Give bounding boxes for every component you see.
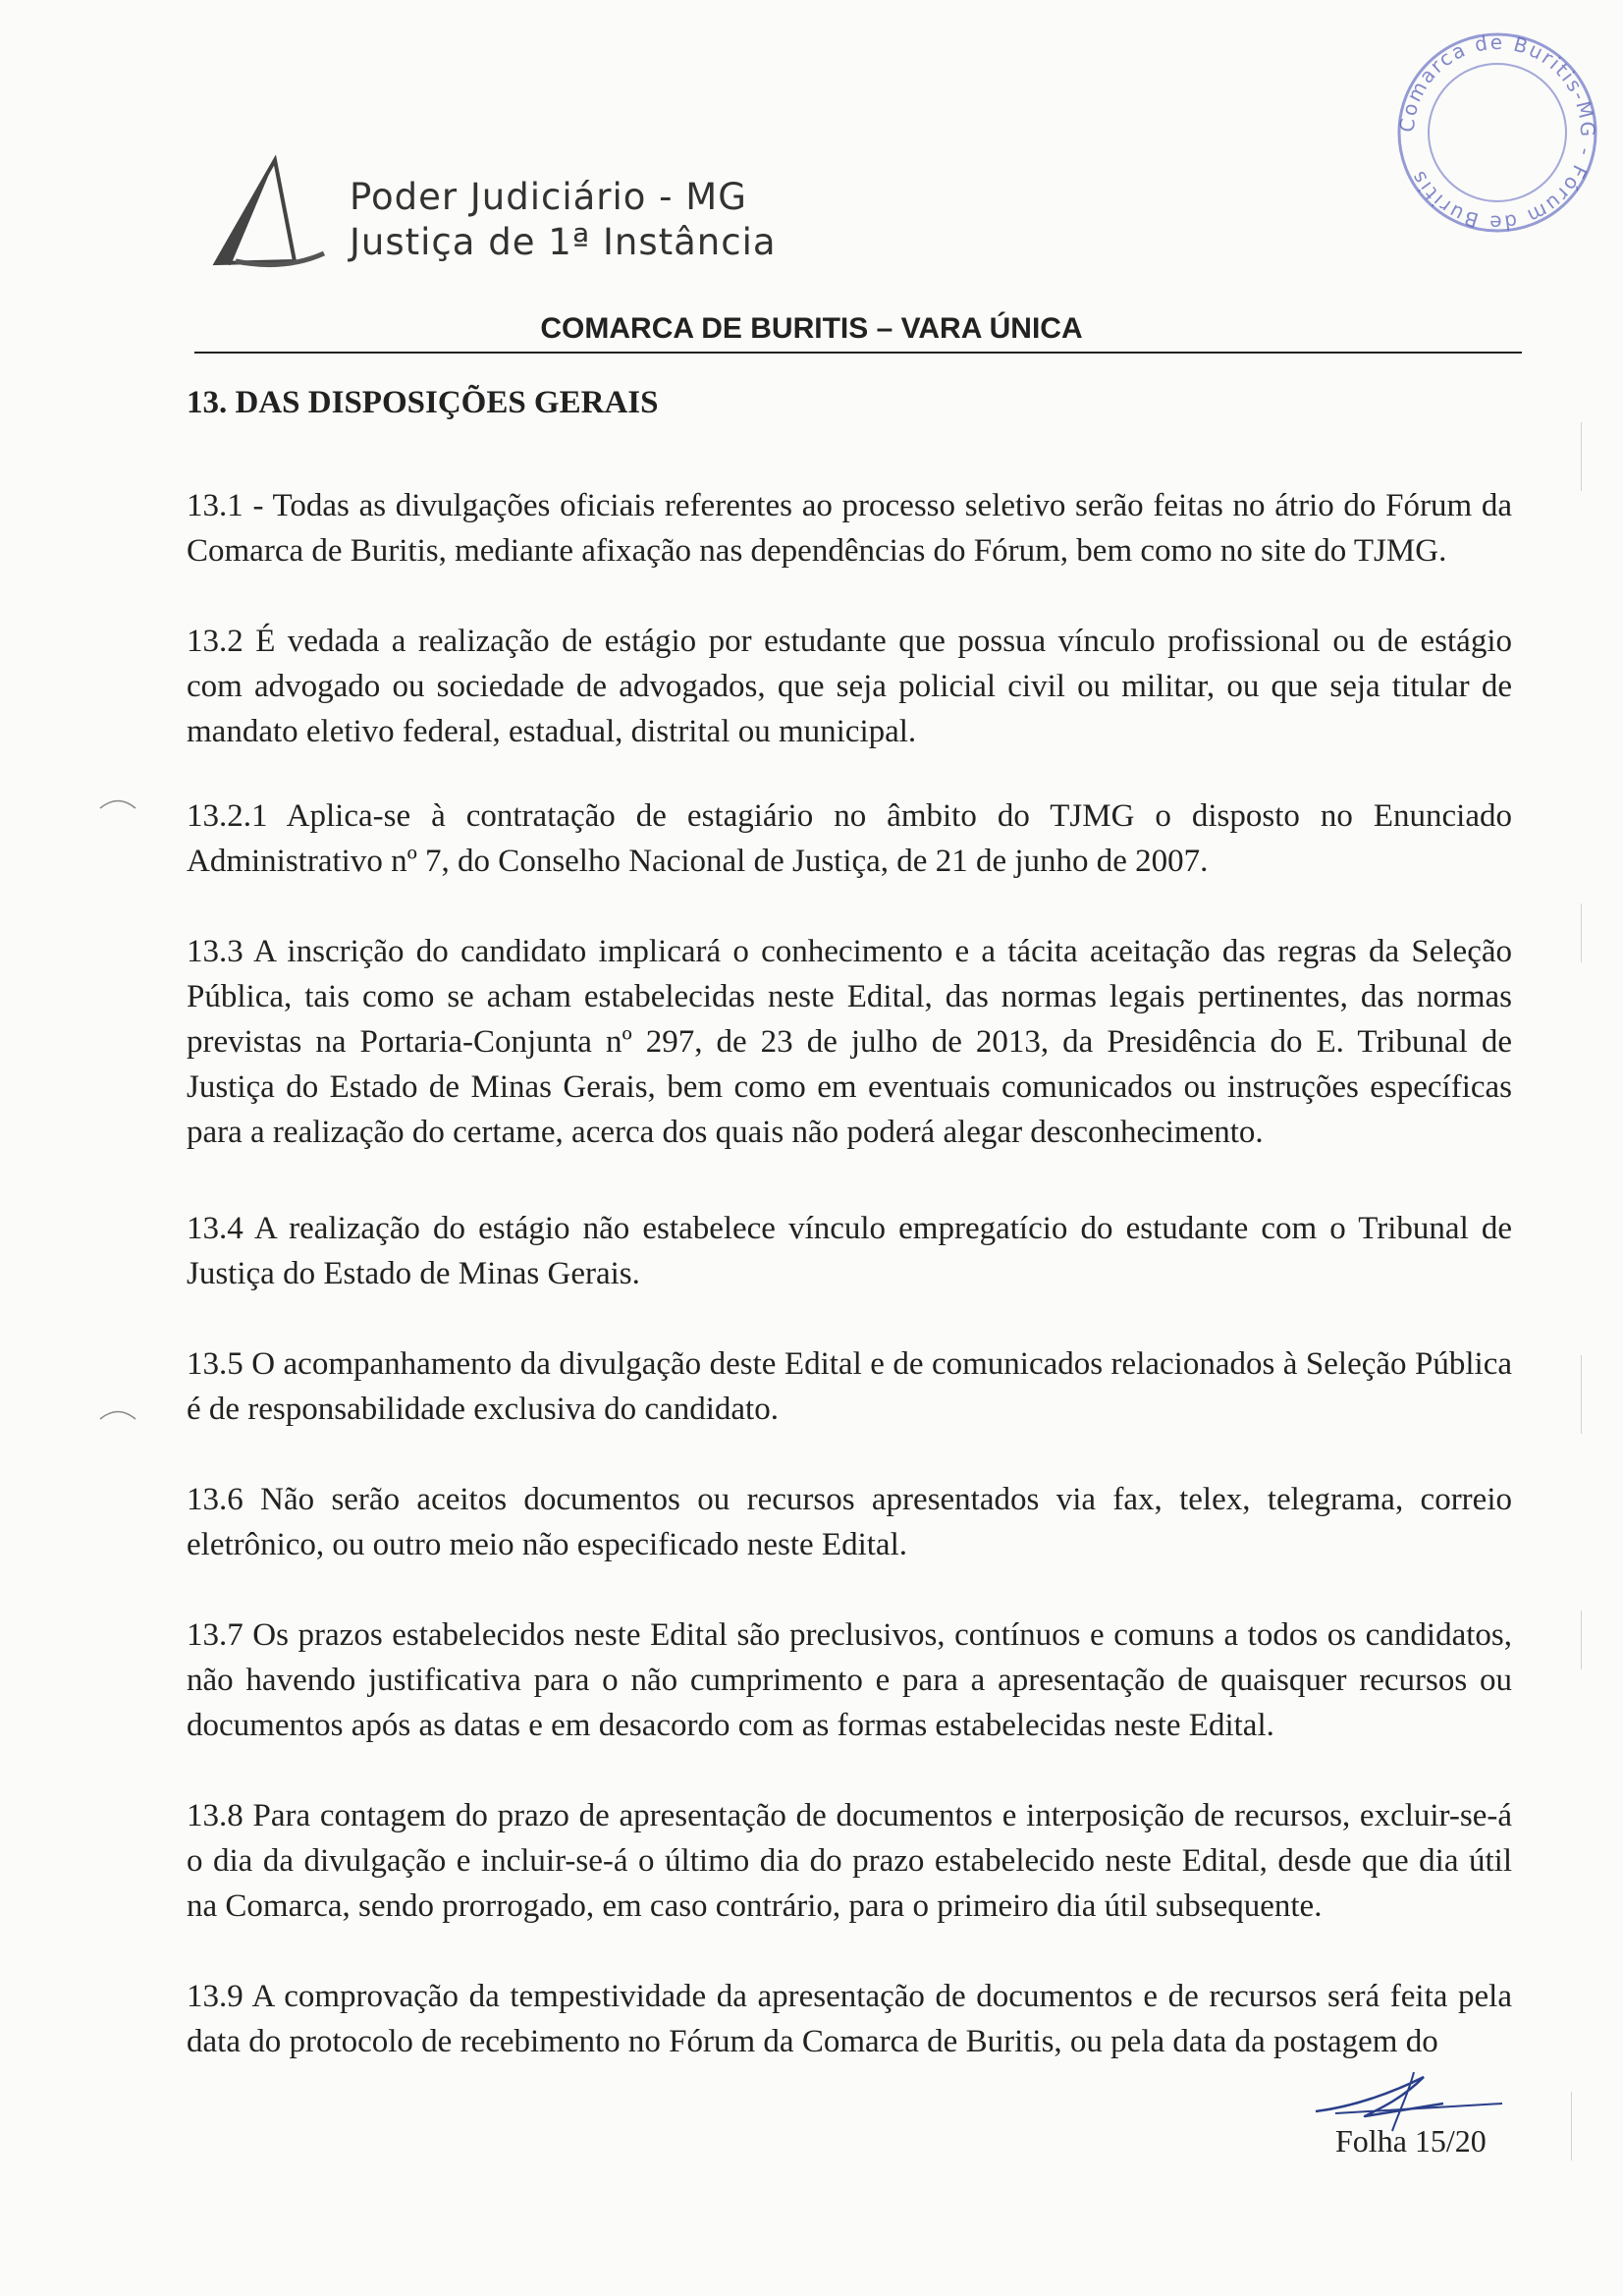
header-divider [194, 352, 1522, 354]
stamp-text: Comarca de Buritis-MG - Fórum de Buritis [1394, 29, 1600, 236]
scan-artifact [1581, 1355, 1582, 1434]
paragraph-13-9: 13.9 A comprovação da tempestividade da apresentação de documentos e de recursos será feita pela data do protocolo de recebimento no Fórum da Comarca de Buritis, ou pela data da postagem do [187, 1979, 1512, 2059]
section-title: 13. DAS DISPOSIÇÕES GERAIS [187, 385, 659, 420]
header-line-1: Poder Judiciário - MG [350, 176, 747, 218]
punch-mark-icon [98, 793, 137, 813]
paragraph-13-2-1: 13.2.1 Aplica-se à contratação de estagiário no âmbito do TJMG o disposto no Enunciado Administrativo nº 7, do Conselho Nacional de Justiça, de 21 de junho de 2007. [187, 798, 1512, 879]
paragraph-13-3: 13.3 A inscrição do candidato implicará o conhecimento e a tácita aceitação das regras da Seleção Pública, tais como se acham estabelecidas neste Edital, das normas legais pertinentes, das normas previstas na Portaria-Conjunta nº 297, de 23 de julho de 2013, da Presidência do E. Tribunal de Justiça do Estado de Minas Gerais, bem como em eventuais comunicados ou instruções específicas para a realização do certame, acerca dos quais não poderá alegar desconhecimento. [187, 934, 1512, 1150]
court-stamp-icon [1370, 20, 1623, 246]
paragraph-13-8: 13.8 Para contagem do prazo de apresentação de documentos e interposição de recursos, excluir-se-á o dia da divulgação e incluir-se-á o último dia do prazo estabelecido neste Edital, desde que dia útil na Comarca, sendo prorrogado, em caso contrário, para o primeiro dia útil subsequente. [187, 1798, 1512, 1924]
punch-mark-icon [98, 1404, 137, 1424]
scan-artifact [1581, 1611, 1582, 1669]
scan-artifact [1581, 903, 1582, 962]
header-institution [350, 175, 777, 265]
scan-artifact [1581, 422, 1582, 491]
page-number: Folha 15/20 [1335, 2123, 1487, 2159]
paragraph-13-4: 13.4 A realização do estágio não estabelece vínculo empregatício do estudante com o Tribunal de Justiça do Estado de Minas Gerais. [187, 1211, 1512, 1291]
paragraph-13-5: 13.5 O acompanhamento da divulgação deste Edital e de comunicados relacionados à Seleção Pública é de responsabilidade exclusiva do candidato. [187, 1346, 1512, 1427]
paragraph-13-7: 13.7 Os prazos estabelecidos neste Edital são preclusivos, contínuos e comuns a todos os candidatos, não havendo justificativa para o não cumprimento e para a apresentação de quaisquer recursos ou documentos após as datas e em desacordo com as formas estabelecidas neste Edital. [187, 1617, 1512, 1743]
scan-artifact [1571, 2092, 1572, 2160]
paragraph-13-1: 13.1 - Todas as divulgações oficiais referentes ao processo seletivo serão feitas no átrio do Fórum da Comarca de Buritis, mediante afixação nas dependências do Fórum, bem como no site do TJMG. [187, 488, 1512, 569]
comarca-heading: COMARCA DE BURITIS – VARA ÚNICA [540, 312, 1083, 345]
judiciary-logo-icon [206, 155, 353, 273]
paragraph-13-6: 13.6 Não serão aceitos documentos ou recursos apresentados via fax, telex, telegrama, correio eletrônico, ou outro meio não especificado neste Edital. [187, 1482, 1512, 1562]
paragraph-13-2: 13.2 É vedada a realização de estágio por estudante que possua vínculo profissional ou de estágio com advogado ou sociedade de advogados, que seja policial civil ou militar, ou que seja titular de mandato eletivo federal, estadual, distrital ou municipal. [187, 624, 1512, 749]
svg-text:Comarca de Buritis-MG - Fórum [1395, 30, 1600, 235]
header-line-2: Justiça de 1ª Instância [350, 221, 777, 263]
